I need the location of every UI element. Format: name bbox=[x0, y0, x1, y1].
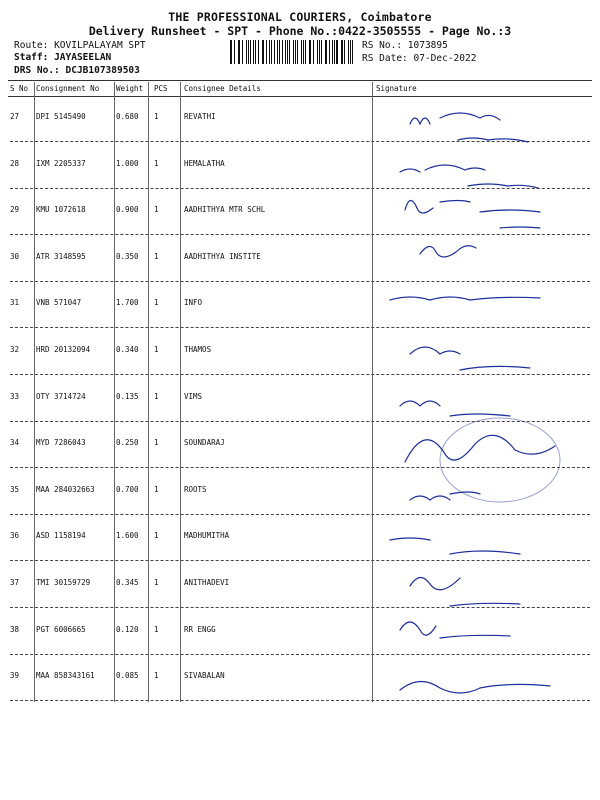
cell-weight: 1.600 bbox=[116, 531, 139, 541]
staff-value: JAYASEELAN bbox=[54, 52, 112, 63]
company-title: THE PROFESSIONAL COURIERS, Coimbatore bbox=[168, 10, 432, 24]
col-sno: S No bbox=[10, 84, 29, 93]
signature-area bbox=[380, 82, 590, 702]
cell-pcs: 1 bbox=[154, 298, 159, 308]
cell-sno: 30 bbox=[10, 251, 20, 261]
staff-label: Staff: bbox=[14, 52, 49, 63]
cell-sno: 38 bbox=[10, 624, 20, 634]
col-consignee: Consignee Details bbox=[184, 84, 261, 93]
barcode-bar bbox=[352, 40, 353, 64]
col-weight: Weight bbox=[116, 84, 144, 93]
cell-consignee: THAMOS bbox=[184, 345, 212, 354]
cell-consignment: PGT 6006665 bbox=[36, 624, 86, 634]
cell-consignment: KMU 1072618 bbox=[36, 205, 86, 215]
route-value: KOVILPALAYAM SPT bbox=[54, 40, 146, 51]
cell-pcs: 1 bbox=[154, 531, 159, 541]
cell-consignment: MAA 858343161 bbox=[36, 671, 95, 681]
cell-weight: 0.120 bbox=[116, 624, 139, 634]
cell-weight: 0.250 bbox=[116, 438, 139, 448]
cell-consignment: DPI 5145490 bbox=[36, 112, 86, 121]
cell-pcs: 1 bbox=[154, 251, 159, 261]
cell-pcs: 1 bbox=[154, 578, 159, 587]
cell-sno: 29 bbox=[10, 205, 20, 215]
drs-line bbox=[14, 65, 140, 76]
rs-no-label: RS No.: bbox=[362, 40, 403, 51]
cell-consignment: MYD 7286043 bbox=[36, 438, 86, 448]
table-top-rule bbox=[8, 80, 592, 81]
cell-weight: 0.680 bbox=[116, 112, 139, 121]
cell-consignment: HRD 20132094 bbox=[36, 345, 91, 354]
cell-pcs: 1 bbox=[154, 205, 159, 215]
cell-consignment: OTY 3714724 bbox=[36, 391, 86, 401]
barcode-bar bbox=[310, 40, 311, 64]
barcode-bar bbox=[246, 40, 247, 64]
barcode-bar bbox=[277, 40, 278, 64]
cell-pcs: 1 bbox=[154, 624, 159, 634]
cell-sno: 34 bbox=[10, 438, 20, 448]
rs-date-value: 07-Dec-2022 bbox=[413, 53, 477, 64]
cell-consignee: RR ENGG bbox=[184, 624, 216, 634]
cell-consignee: VIMS bbox=[184, 391, 203, 401]
cell-weight: 0.700 bbox=[116, 484, 139, 494]
cell-consignee: INFO bbox=[184, 298, 203, 308]
col-signature: Signature bbox=[376, 84, 417, 93]
barcode-bar bbox=[285, 40, 286, 64]
cell-sno: 28 bbox=[10, 158, 20, 168]
cell-consignment: MAA 284032663 bbox=[36, 484, 95, 494]
drs-label: DRS No.: bbox=[14, 65, 60, 76]
cell-weight: 1.700 bbox=[116, 298, 139, 308]
cell-consignment: ASD 1158194 bbox=[36, 531, 86, 541]
cell-weight: 1.000 bbox=[116, 158, 139, 168]
cell-sno: 31 bbox=[10, 298, 20, 308]
barcode bbox=[230, 40, 356, 64]
cell-consignment: VNB 571047 bbox=[36, 298, 82, 308]
cell-weight: 0.900 bbox=[116, 205, 139, 215]
barcode-bar bbox=[344, 40, 345, 64]
cell-weight: 0.345 bbox=[116, 578, 139, 587]
rs-date-line bbox=[362, 53, 476, 64]
barcode-bar bbox=[253, 40, 254, 64]
cell-pcs: 1 bbox=[154, 484, 159, 494]
cell-pcs: 1 bbox=[154, 438, 159, 448]
cell-consignee: SOUNDARAJ bbox=[184, 438, 225, 448]
rs-no-value: 1073895 bbox=[407, 40, 448, 51]
cell-consignee: ANITHADEVI bbox=[184, 578, 230, 587]
cell-consignee: AADHITHYA INSTITE bbox=[184, 251, 261, 261]
cell-consignment: ATR 3148595 bbox=[36, 251, 86, 261]
cell-consignee: SIVABALAN bbox=[184, 671, 225, 681]
barcode-bar bbox=[303, 40, 304, 64]
cell-pcs: 1 bbox=[154, 158, 159, 168]
cell-weight: 0.340 bbox=[116, 345, 139, 354]
barcode-bar bbox=[325, 40, 326, 64]
drs-value: DCJB107389503 bbox=[65, 65, 140, 76]
cell-sno: 35 bbox=[10, 484, 20, 494]
barcode-bar bbox=[289, 40, 290, 64]
barcode-bar bbox=[255, 40, 256, 64]
cell-consignee: AADHITHYA MTR SCHL bbox=[184, 205, 266, 215]
cell-sno: 39 bbox=[10, 671, 20, 681]
cell-pcs: 1 bbox=[154, 345, 159, 354]
staff-line bbox=[14, 52, 111, 63]
barcode-bar bbox=[336, 40, 337, 64]
barcode-bar bbox=[297, 40, 298, 64]
cell-weight: 0.085 bbox=[116, 671, 139, 681]
barcode-bar bbox=[317, 40, 318, 64]
cell-pcs: 1 bbox=[154, 391, 159, 401]
cell-consignment: TMI 30159729 bbox=[36, 578, 91, 587]
col-pcs: PCS bbox=[154, 84, 168, 93]
handwriting-scribbles bbox=[380, 82, 590, 702]
barcode-bar bbox=[271, 40, 272, 64]
barcode-bar bbox=[332, 40, 333, 64]
cell-sno: 32 bbox=[10, 345, 20, 354]
rs-no-line bbox=[362, 40, 448, 51]
cell-sno: 36 bbox=[10, 531, 20, 541]
cell-consignment: IXM 2205337 bbox=[36, 158, 86, 168]
cell-weight: 0.135 bbox=[116, 391, 139, 401]
barcode-bar bbox=[263, 40, 264, 64]
stamp-seal bbox=[440, 418, 560, 502]
cell-sno: 27 bbox=[10, 112, 20, 121]
cell-pcs: 1 bbox=[154, 671, 159, 681]
route-label: Route: bbox=[14, 40, 49, 51]
cell-consignee: HEMALATHA bbox=[184, 158, 225, 168]
cell-weight: 0.350 bbox=[116, 251, 139, 261]
cell-consignee: ROOTS bbox=[184, 484, 207, 494]
rs-date-label: RS Date: bbox=[362, 53, 408, 64]
cell-sno: 33 bbox=[10, 391, 20, 401]
barcode-bar bbox=[231, 40, 232, 64]
runsheet-subtitle: Delivery Runsheet - SPT - Phone No.:0422-3505555 - Page No.:3 bbox=[88, 24, 512, 38]
cell-sno: 37 bbox=[10, 578, 20, 587]
cell-consignee: MADHUMITHA bbox=[184, 531, 230, 541]
cell-pcs: 1 bbox=[154, 112, 159, 121]
cell-consignee: REVATHI bbox=[184, 112, 216, 121]
col-consignment: Consignment No bbox=[36, 84, 100, 93]
route-line bbox=[14, 40, 146, 51]
barcode-bar bbox=[239, 40, 240, 64]
